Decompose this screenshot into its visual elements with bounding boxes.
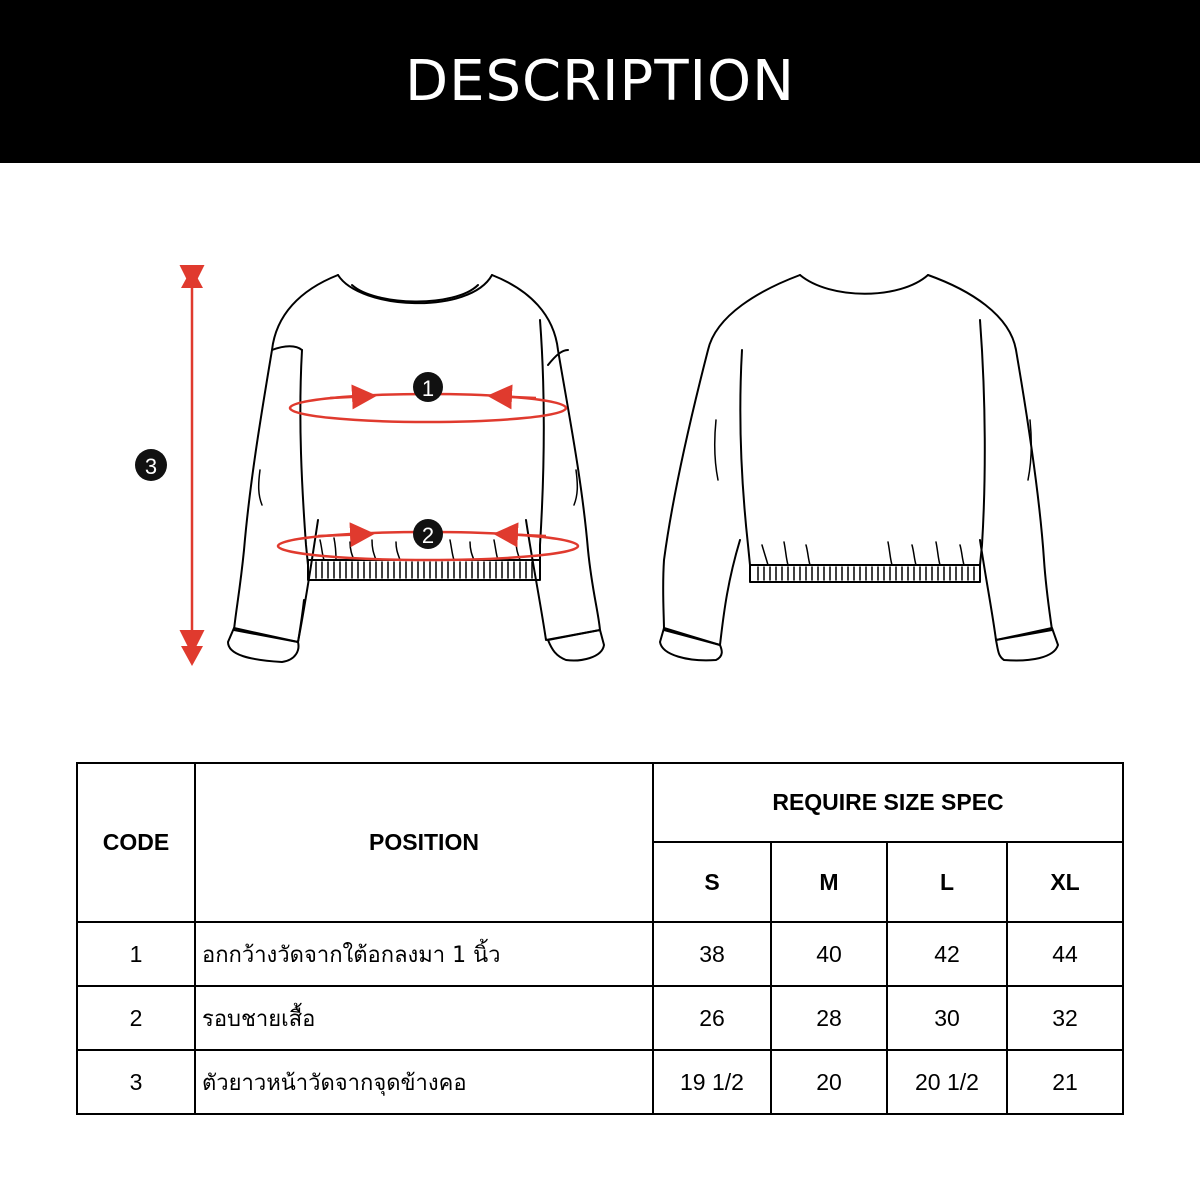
size-header-m: M — [771, 842, 887, 922]
position-header: POSITION — [195, 763, 653, 922]
row-value-m: 20 — [771, 1050, 887, 1114]
front-left-sleeve — [234, 275, 338, 642]
back-left-cuff — [660, 628, 722, 660]
marker-3 — [135, 449, 167, 481]
table-row — [77, 986, 1123, 1050]
row-value-m: 28 — [771, 986, 887, 1050]
back-right-sleeve — [928, 275, 1052, 640]
row-value-l: 42 — [887, 922, 1007, 986]
size-header-l: L — [887, 842, 1007, 922]
back-neckline — [800, 275, 928, 294]
back-waistband — [750, 565, 980, 582]
front-right-cuff — [548, 630, 604, 660]
header-banner — [0, 0, 1200, 163]
svg-text:2: 2 — [421, 523, 435, 548]
row-value-xl: 21 — [1007, 1050, 1123, 1114]
front-right-sleeve — [492, 275, 600, 640]
marker-1 — [413, 372, 443, 402]
row-value-m: 40 — [771, 922, 887, 986]
svg-text:3: 3 — [144, 454, 158, 479]
size-spec-table — [76, 762, 1124, 1115]
measurement-overlays — [192, 285, 578, 650]
front-view — [228, 275, 604, 662]
front-neckline — [338, 275, 492, 303]
row-value-xl: 32 — [1007, 986, 1123, 1050]
row-code: 1 — [77, 922, 195, 986]
front-left-cuff — [228, 628, 298, 662]
row-value-l: 30 — [887, 986, 1007, 1050]
size-header-s: S — [653, 842, 771, 922]
row-code: 2 — [77, 986, 195, 1050]
row-value-xl: 44 — [1007, 922, 1123, 986]
row-code: 3 — [77, 1050, 195, 1114]
back-view — [660, 275, 1058, 660]
back-left-sleeve — [663, 275, 800, 645]
marker-2 — [413, 519, 443, 549]
row-value-s: 26 — [653, 986, 771, 1050]
size-header-xl: XL — [1007, 842, 1123, 922]
row-position: ตัวยาวหน้าวัดจากจุดข้างคอ — [195, 1050, 653, 1114]
row-position: อกกว้างวัดจากใต้อกลงมา 1 นิ้ว — [195, 922, 653, 986]
table-row — [77, 922, 1123, 986]
back-right-cuff — [996, 628, 1058, 660]
row-value-s: 38 — [653, 922, 771, 986]
garment-diagram — [0, 163, 1200, 743]
row-value-l: 20 1/2 — [887, 1050, 1007, 1114]
table-row — [77, 1050, 1123, 1114]
svg-text:1: 1 — [421, 376, 435, 401]
row-value-s: 19 1/2 — [653, 1050, 771, 1114]
page-title: DESCRIPTION — [404, 49, 796, 114]
table-header-row — [77, 763, 1123, 842]
code-header: CODE — [77, 763, 195, 922]
row-position: รอบชายเสื้อ — [195, 986, 653, 1050]
spec-header: REQUIRE SIZE SPEC — [653, 763, 1123, 842]
